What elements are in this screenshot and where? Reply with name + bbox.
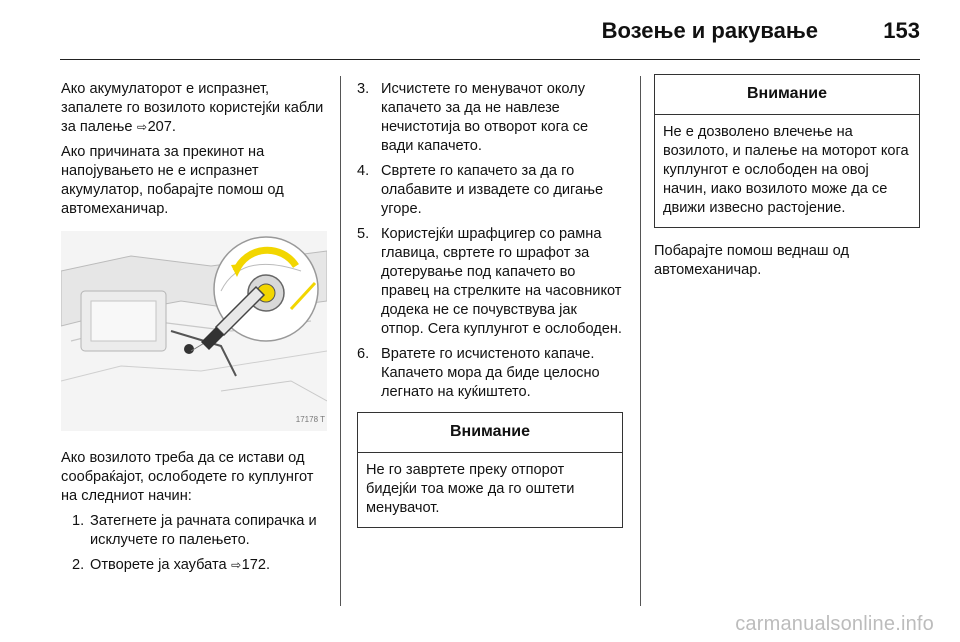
page-reference-icon: ⇨ bbox=[231, 558, 242, 572]
figure-code: 17178 T bbox=[295, 415, 325, 424]
step-number: 1. bbox=[72, 513, 85, 529]
step-text: Затегнете ја рачната сопирачка и исклучете го палењето. bbox=[90, 513, 317, 548]
list-item bbox=[61, 512, 327, 550]
list-item bbox=[357, 345, 623, 402]
list-item bbox=[61, 556, 327, 575]
page-reference[interactable]: 172. bbox=[241, 557, 271, 573]
step-number: 4. bbox=[357, 163, 370, 179]
steps-list-2 bbox=[357, 80, 623, 402]
warning-box bbox=[654, 74, 920, 228]
column-3 bbox=[654, 80, 920, 286]
step-text: Исчистете го менувачот околу капачето за да не навлезе нечистотија во отворот кога се вади капачето. bbox=[381, 81, 589, 154]
step-number: 5. bbox=[357, 226, 370, 242]
column-1 bbox=[61, 80, 327, 581]
list-item bbox=[357, 80, 623, 156]
engine-bay-drawing bbox=[61, 231, 327, 431]
warning-title: Внимание bbox=[358, 413, 622, 453]
step-text: Отворете ја хаубата bbox=[90, 557, 227, 573]
paragraph-release-clutch: Ако возилото треба да се истави од сообраќајот, ослободете го куплунгот на следниот начин: bbox=[61, 450, 314, 504]
paragraph-jump-start bbox=[61, 80, 327, 137]
page-header bbox=[60, 0, 920, 60]
steps-list-1 bbox=[61, 512, 327, 575]
page-number: 153 bbox=[883, 18, 920, 43]
header-rule bbox=[60, 59, 920, 60]
list-item bbox=[357, 225, 623, 339]
page-reference[interactable]: 207. bbox=[147, 119, 176, 135]
column-2 bbox=[357, 80, 623, 528]
list-item bbox=[357, 162, 623, 219]
warning-box bbox=[357, 412, 623, 528]
section-title: Возење и ракување bbox=[601, 18, 818, 43]
warning-title: Внимание bbox=[655, 75, 919, 115]
step-number: 3. bbox=[357, 81, 370, 97]
warning-text: Не го завртете преку отпорот бидејќи тоа може да го оштети менувачот. bbox=[366, 462, 575, 516]
paragraph-mechanic: Ако причината за прекинот на напојувањето не е испразнет акумулатор, побарајте помош од автомеханичар. bbox=[61, 144, 284, 217]
step-text: Свртете го капачето за да го олабавите и извадете со дигање угоре. bbox=[381, 163, 604, 217]
page-reference-icon: ⇨ bbox=[137, 120, 148, 134]
step-number: 6. bbox=[357, 346, 370, 362]
step-text: Користејќи шрафцигер со рамна главица, свртете го шрафот за дотерување под капачето во правец на стрелките на часовникот додека не се почувствува јак отпор. Сега куплунгот е ослободен. bbox=[381, 226, 622, 337]
paragraph-text: Ако акумулаторот е испразнет, запалете го возилото користејќи кабли за палење bbox=[61, 81, 324, 135]
step-number: 2. bbox=[72, 557, 85, 573]
transmission-cap-illustration bbox=[61, 231, 327, 431]
warning-text: Не е дозволено влечење на возилото, и палење на моторот кога куплунгот е ослободен на овој начин, иако возилото може да се движи извесно растојение. bbox=[663, 124, 909, 216]
paragraph-get-help: Побарајте помош веднаш од автомеханичар. bbox=[654, 243, 849, 278]
step-text: Вратете го исчистеното капаче. Капачето мора да биде целосно легнато на куќиштето. bbox=[381, 346, 600, 400]
watermark: carmanualsonline.info bbox=[735, 613, 934, 635]
column-divider-1 bbox=[340, 76, 341, 606]
column-divider-2 bbox=[640, 76, 641, 606]
